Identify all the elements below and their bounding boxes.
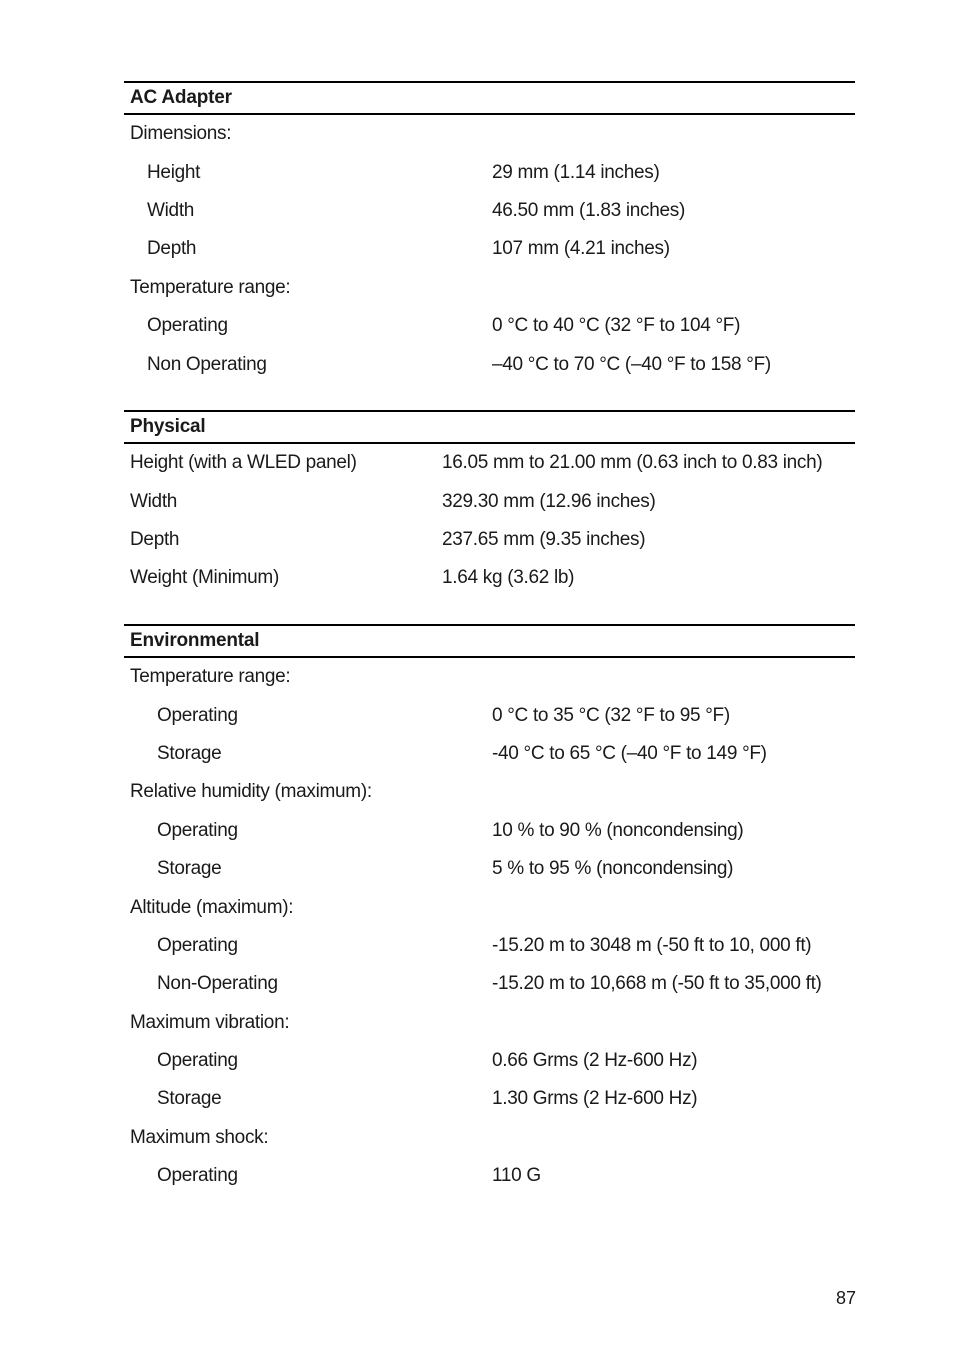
spec-label: Depth <box>130 528 180 550</box>
spec-value: 46.50 mm (1.83 inches) <box>492 199 685 221</box>
spec-value: 329.30 mm (12.96 inches) <box>442 490 656 512</box>
spec-row <box>124 1157 855 1195</box>
spec-label: Storage <box>157 742 222 764</box>
spec-label: Height <box>147 161 201 183</box>
spec-label: Maximum shock: <box>130 1126 269 1148</box>
spec-label: Weight (Minimum) <box>130 567 279 589</box>
spec-label: Storage <box>157 1088 222 1110</box>
spec-label: Non-Operating <box>157 973 278 995</box>
spec-value: 1.64 kg (3.62 lb) <box>442 567 575 589</box>
spec-label: Width <box>130 490 178 512</box>
spec-value: -15.20 m to 3048 m (-50 ft to 10, 000 ft) <box>492 934 812 956</box>
spec-row <box>124 559 855 597</box>
spec-label: Operating <box>157 1050 238 1072</box>
spec-value: -40 °C to 65 °C (–40 °F to 149 °F) <box>492 742 767 764</box>
ac-adapter-heading: AC Adapter <box>124 81 855 115</box>
spec-row <box>124 115 855 153</box>
spec-row <box>124 888 855 926</box>
spec-label: Temperature range: <box>130 666 291 688</box>
spec-row <box>124 850 855 888</box>
spec-value: 10 % to 90 % (noncondensing) <box>492 819 744 841</box>
spec-label: Operating <box>147 315 228 337</box>
spec-value: 237.65 mm (9.35 inches) <box>442 528 646 550</box>
spec-row <box>124 1042 855 1080</box>
spec-row <box>124 1080 855 1118</box>
spec-row <box>124 482 855 520</box>
ac-adapter-section <box>124 81 855 384</box>
spec-label: Relative humidity (maximum): <box>130 781 372 803</box>
spec-row <box>124 696 855 734</box>
spec-value: 0 °C to 40 °C (32 °F to 104 °F) <box>492 315 741 337</box>
spec-row <box>124 927 855 965</box>
spec-row <box>124 773 855 811</box>
spec-label: Operating <box>157 704 238 726</box>
spec-row <box>124 735 855 773</box>
spec-row <box>124 345 855 383</box>
spec-value: 0 °C to 35 °C (32 °F to 95 °F) <box>492 704 730 726</box>
environmental-heading: Environmental <box>124 624 855 658</box>
spec-label: Height (with a WLED panel) <box>130 452 357 474</box>
spec-label: Altitude (maximum): <box>130 896 294 918</box>
spec-value: 110 G <box>492 1165 541 1187</box>
spec-row <box>124 1004 855 1042</box>
spec-value: 16.05 mm to 21.00 mm (0.63 inch to 0.83 inch) <box>442 452 823 474</box>
spec-label: Operating <box>157 819 238 841</box>
physical-heading: Physical <box>124 410 855 444</box>
spec-row <box>124 153 855 191</box>
spec-row <box>124 230 855 268</box>
physical-section <box>124 410 855 598</box>
spec-label: Operating <box>157 934 238 956</box>
spec-value: -15.20 m to 10,668 m (-50 ft to 35,000 ft) <box>492 973 822 995</box>
spec-value: –40 °C to 70 °C (–40 °F to 158 °F) <box>492 353 771 375</box>
spec-row <box>124 965 855 1003</box>
environmental-section <box>124 624 855 1195</box>
spec-value: 1.30 Grms (2 Hz-600 Hz) <box>492 1088 698 1110</box>
spec-row <box>124 307 855 345</box>
spec-label: Depth <box>147 238 197 260</box>
spec-label: Maximum vibration: <box>130 1011 290 1033</box>
spec-value: 5 % to 95 % (noncondensing) <box>492 858 734 880</box>
spec-label: Non Operating <box>147 353 267 375</box>
spec-value: 0.66 Grms (2 Hz-600 Hz) <box>492 1050 698 1072</box>
spec-row <box>124 1119 855 1157</box>
spec-label: Dimensions: <box>130 123 232 145</box>
spec-row <box>124 192 855 230</box>
spec-label: Width <box>147 199 195 221</box>
spec-row <box>124 444 855 482</box>
spec-label: Temperature range: <box>130 276 291 298</box>
spec-row <box>124 658 855 696</box>
spec-label: Operating <box>157 1165 238 1187</box>
spec-label: Storage <box>157 858 222 880</box>
spec-row <box>124 521 855 559</box>
page-number: 87 <box>836 1288 857 1308</box>
spec-value: 107 mm (4.21 inches) <box>492 238 670 260</box>
spec-row <box>124 269 855 307</box>
spec-row <box>124 812 855 850</box>
spec-value: 29 mm (1.14 inches) <box>492 161 660 183</box>
